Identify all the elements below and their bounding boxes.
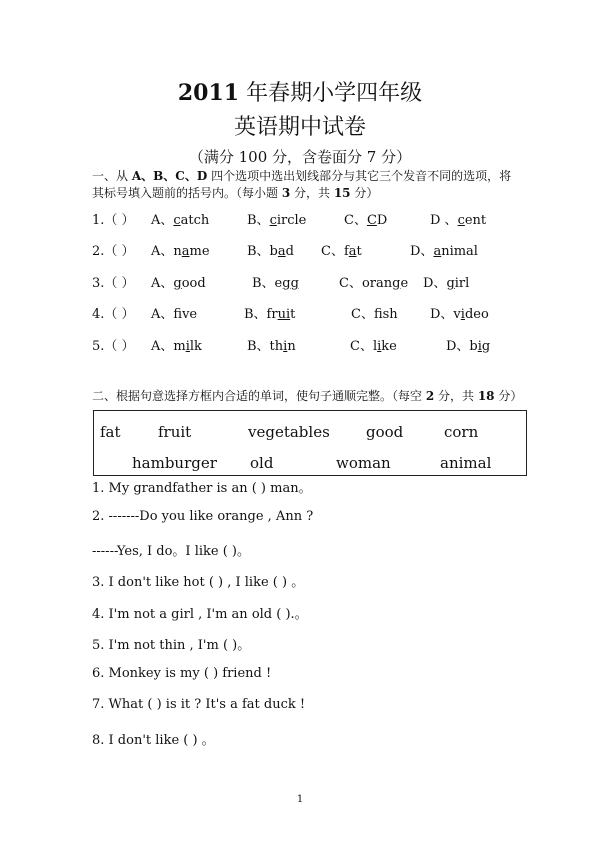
answer-option: C、CD xyxy=(344,213,388,228)
answer-option: B、egg xyxy=(252,276,299,291)
exam-title: 2011 年春期小学四年级 xyxy=(177,80,423,106)
answer-option: A、good xyxy=(151,276,206,291)
sentence-6: 6. Monkey is my ( ) friend ! xyxy=(92,666,272,681)
word-bank-item: good xyxy=(366,423,404,441)
word-bank-item: corn xyxy=(444,423,479,441)
answer-option: A、name xyxy=(151,244,210,259)
answer-option: A、catch xyxy=(151,213,210,228)
score-note: （满分 100 分，含卷面分 7 分） xyxy=(188,148,412,166)
word-bank-item: old xyxy=(250,454,274,472)
answer-option: B、bad xyxy=(247,244,294,259)
answer-option: D、big xyxy=(446,339,491,354)
answer-option: D、girl xyxy=(423,276,470,291)
answer-option: D、video xyxy=(430,307,489,322)
answer-option: C、fat xyxy=(321,244,362,259)
answer-option: C、fsh xyxy=(351,307,398,322)
section1-instruction: 一、从 A、B、C、D 四个选项中选出划线部分与其它三个发音不同的选项，将 其标号填入题前的括号内。（每小题 3 分，共 15 分） xyxy=(92,169,512,200)
answer-option: C、orange xyxy=(339,276,409,291)
word-bank-item: woman xyxy=(336,454,391,472)
page-number: 1 xyxy=(296,794,304,805)
answer-option: B、fruit xyxy=(244,307,296,322)
question-number: 5.（ ） xyxy=(92,339,135,354)
answer-option: B、thin xyxy=(247,339,296,354)
word-bank-item: fat xyxy=(100,423,121,441)
sentence-1: 1. My grandfather is an ( ) man。 xyxy=(92,481,312,496)
sentence-2b: ------Yes, I do。I like ( )。 xyxy=(92,544,250,559)
answer-option: A、fve xyxy=(151,307,198,322)
answer-option: D 、cent xyxy=(430,213,487,228)
sentence-2a: 2. -------Do you like orange , Ann ? xyxy=(92,509,314,524)
word-bank-box xyxy=(93,410,527,476)
word-bank-item: vegetables xyxy=(248,423,330,441)
sentence-3: 3. I don't like hot ( ) , I like ( ) 。 xyxy=(92,575,305,590)
answer-option: B、circle xyxy=(247,213,307,228)
question-number: 1.（ ） xyxy=(92,213,135,228)
answer-option: C、like xyxy=(350,339,397,354)
exam-subtitle: 英语期中试卷 xyxy=(233,115,366,140)
sentence-5: 5. I'm not thin , I'm ( )。 xyxy=(92,638,251,653)
word-bank-item: animal xyxy=(440,454,492,472)
word-bank-item: hamburger xyxy=(132,454,217,472)
section2-instruction: 二、根据句意选择方框内合适的单词，使句子通顺完整。（每空 2 分，共 18 分） xyxy=(92,389,523,403)
sentence-8: 8. I don't like ( ) 。 xyxy=(92,733,215,748)
sentence-7: 7. What ( ) is it ? It's a fat duck ! xyxy=(92,697,306,712)
question-number: 4.（ ） xyxy=(92,307,135,322)
question-number: 2.（ ） xyxy=(92,244,135,259)
sentence-4: 4. I'm not a girl , I'm an old ( ).。 xyxy=(92,607,308,622)
answer-option: A、milk xyxy=(151,339,202,354)
question-number: 3.（ ） xyxy=(92,276,135,291)
word-bank-item: fruit xyxy=(158,423,192,441)
answer-option: D、animal xyxy=(410,244,478,259)
